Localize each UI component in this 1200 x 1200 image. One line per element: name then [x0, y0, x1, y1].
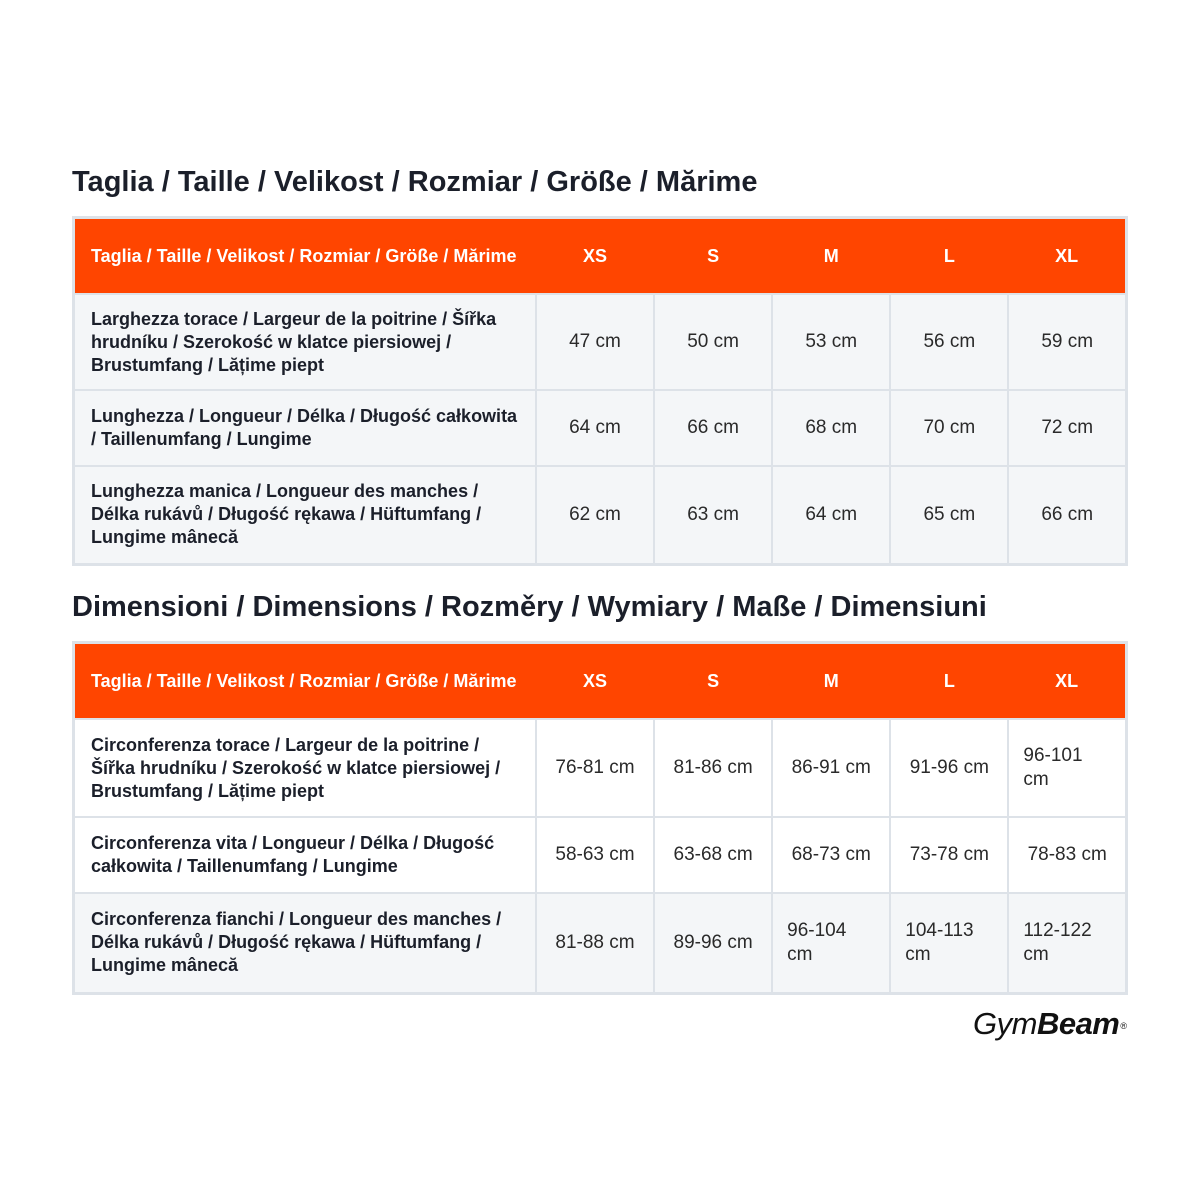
- header-size-xl: XL: [1008, 643, 1126, 720]
- header-size-label: Taglia / Taille / Velikost / Rozmiar / Größe / Mărime: [74, 643, 536, 720]
- cell-value: 81-86 cm: [654, 719, 772, 817]
- header-size-xs: XS: [536, 218, 654, 295]
- header-size-m: M: [772, 643, 890, 720]
- cell-value: 73-78 cm: [890, 817, 1008, 893]
- cell-value: 65 cm: [890, 466, 1008, 564]
- cell-value: 72 cm: [1008, 390, 1126, 466]
- cell-value: 66 cm: [1008, 466, 1126, 564]
- table-header-row: [74, 643, 1127, 720]
- cell-value: 104-113 cm: [890, 893, 1008, 993]
- size-section-title: Taglia / Taille / Velikost / Rozmiar / Größe / Mărime: [72, 166, 758, 198]
- cell-value: 96-101 cm: [1008, 719, 1126, 817]
- cell-value: 58-63 cm: [536, 817, 654, 893]
- cell-value: 63 cm: [654, 466, 772, 564]
- dimensions-section-title: Dimensioni / Dimensions / Rozměry / Wymiary / Maße / Dimensiuni: [72, 591, 987, 623]
- table-row-length: [74, 390, 1127, 466]
- dimensions-table: [72, 641, 1128, 995]
- cell-value: 68-73 cm: [772, 817, 890, 893]
- cell-value: 53 cm: [772, 294, 890, 390]
- header-size-s: S: [654, 218, 772, 295]
- row-label: Circonferenza vita / Longueur / Délka / Długość całkowita / Taillenumfang / Lungime: [74, 817, 536, 893]
- cell-value: 56 cm: [890, 294, 1008, 390]
- table-row-hip-circumference: [74, 893, 1127, 993]
- header-size-m: M: [772, 218, 890, 295]
- table-row-chest-circumference: [74, 719, 1127, 817]
- table-header-row: [74, 218, 1127, 295]
- registered-mark-icon: ®: [1120, 1021, 1127, 1031]
- cell-value: 63-68 cm: [654, 817, 772, 893]
- cell-value: 91-96 cm: [890, 719, 1008, 817]
- cell-value: 81-88 cm: [536, 893, 654, 993]
- logo-text-gym: Gym: [973, 1006, 1037, 1041]
- cell-value: 76-81 cm: [536, 719, 654, 817]
- row-label: Lunghezza manica / Longueur des manches / Délka rukávů / Długość rękawa / Hüftumfang / Lungime mânecă: [74, 466, 536, 564]
- header-size-xl: XL: [1008, 218, 1126, 295]
- cell-value: 96-104 cm: [772, 893, 890, 993]
- gymbeam-logo: [973, 1006, 1127, 1042]
- table-row-chest-width: [74, 294, 1127, 390]
- cell-value: 89-96 cm: [654, 893, 772, 993]
- table-row-waist-circumference: [74, 817, 1127, 893]
- logo-text-beam: Beam: [1036, 1006, 1120, 1041]
- cell-value: 62 cm: [536, 466, 654, 564]
- cell-value: 64 cm: [772, 466, 890, 564]
- cell-value: 86-91 cm: [772, 719, 890, 817]
- row-label: Circonferenza fianchi / Longueur des manches / Délka rukávů / Długość rękawa / Hüftumfang / Lungime mânecă: [74, 893, 536, 993]
- header-size-l: L: [890, 643, 1008, 720]
- cell-value: 50 cm: [654, 294, 772, 390]
- header-size-label: Taglia / Taille / Velikost / Rozmiar / Größe / Mărime: [74, 218, 536, 295]
- cell-value: 68 cm: [772, 390, 890, 466]
- cell-value: 47 cm: [536, 294, 654, 390]
- size-table: [72, 216, 1128, 566]
- row-label: Lunghezza / Longueur / Délka / Długość całkowita / Taillenumfang / Lungime: [74, 390, 536, 466]
- header-size-xs: XS: [536, 643, 654, 720]
- cell-value: 70 cm: [890, 390, 1008, 466]
- header-size-l: L: [890, 218, 1008, 295]
- table-row-sleeve-length: [74, 466, 1127, 564]
- cell-value: 64 cm: [536, 390, 654, 466]
- cell-value: 59 cm: [1008, 294, 1126, 390]
- cell-value: 66 cm: [654, 390, 772, 466]
- cell-value: 112-122 cm: [1008, 893, 1126, 993]
- row-label: Larghezza torace / Largeur de la poitrine / Šířka hrudníku / Szerokość w klatce piersiowej / Brustumfang / Lățime piept: [74, 294, 536, 390]
- row-label: Circonferenza torace / Largeur de la poitrine / Šířka hrudníku / Szerokość w klatce piersiowej / Brustumfang / Lățime piept: [74, 719, 536, 817]
- header-size-s: S: [654, 643, 772, 720]
- cell-value: 78-83 cm: [1008, 817, 1126, 893]
